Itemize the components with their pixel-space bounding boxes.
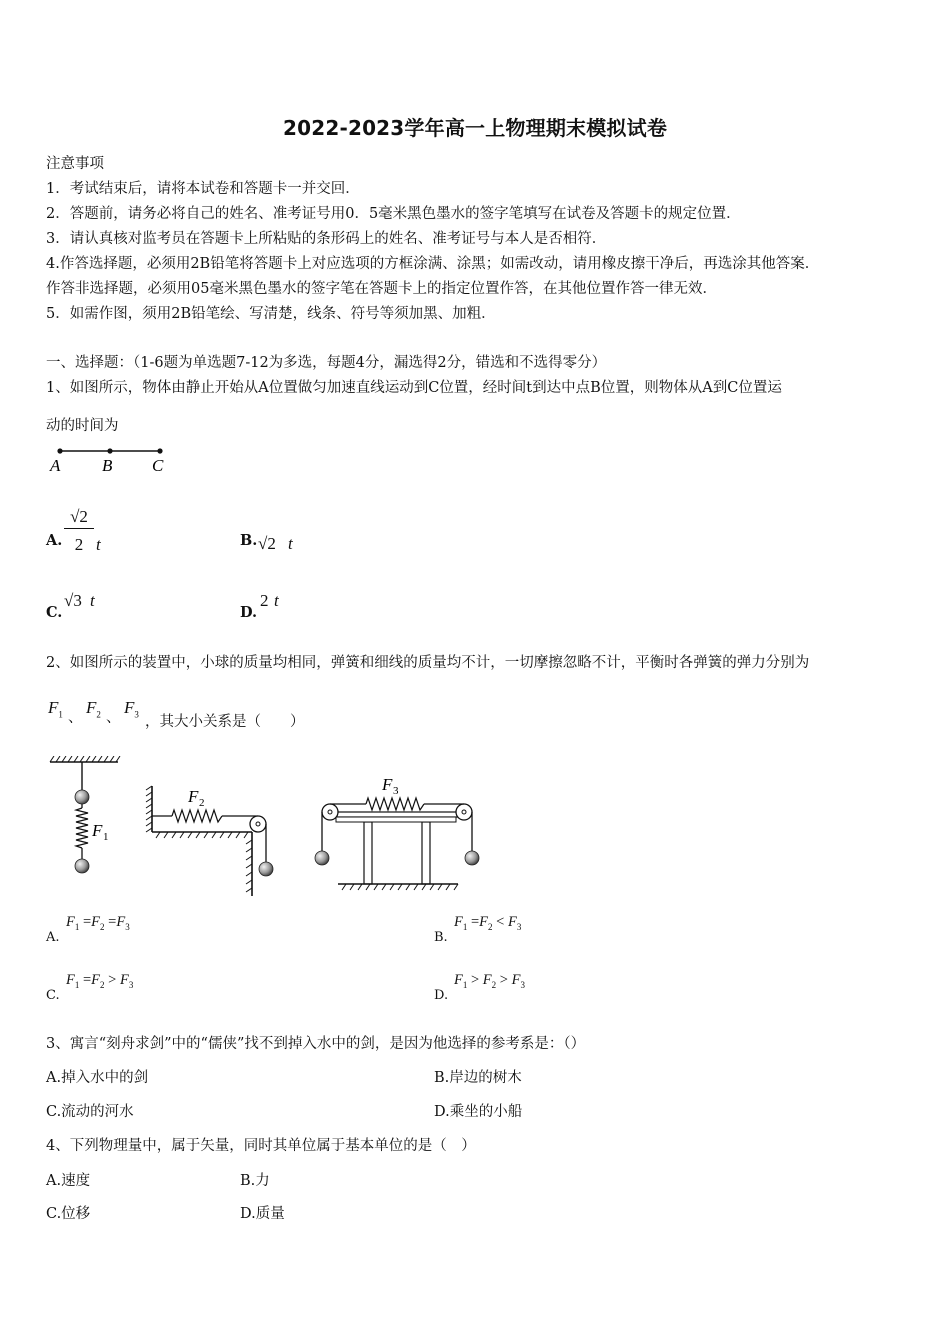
q1-option-d-value: 2 bbox=[260, 591, 269, 610]
notice-item-5: 5．如需作图，须用2B铅笔绘、写清楚，线条、符号等须加黑、加粗． bbox=[46, 306, 496, 322]
q4-option-c[interactable]: C.位移 bbox=[46, 1206, 91, 1222]
notice-item-4: 4.作答选择题，必须用2B铅笔将答题卡上对应选项的方框涂满、涂黑；如需改动，请用橡皮擦干净后，再选涂其他答案． bbox=[46, 256, 820, 272]
q2-option-d-expr: $F_1 > F_2 > F_3$ bbox=[454, 972, 525, 990]
notice-heading: 注意事项 bbox=[46, 156, 104, 172]
q1-option-a-numerator: √2 bbox=[64, 506, 94, 529]
q1-abc-diagram bbox=[46, 442, 176, 476]
q1-option-c-label[interactable]: C. bbox=[46, 604, 63, 621]
q4-option-d[interactable]: D.质量 bbox=[240, 1206, 285, 1222]
q1-stem-line2: 动的时间为 bbox=[46, 418, 119, 434]
q4-stem: 4、下列物理量中，属于矢量，同时其单位属于基本单位的是（ ） bbox=[46, 1138, 476, 1154]
q3-option-a[interactable]: A.掉入水中的剑 bbox=[46, 1070, 149, 1086]
q1-option-a-denominator: 2 bbox=[74, 535, 84, 554]
figure-2-horizontal-spring bbox=[146, 786, 273, 896]
point-b-label: B bbox=[102, 456, 113, 475]
q1-option-a-var: t bbox=[96, 535, 101, 554]
page-title: 2022-2023学年高一上物理期末模拟试卷 bbox=[282, 116, 668, 140]
q2-stem-line1: 2、如图所示的装置中，小球的质量均相同，弹簧和细线的质量均不计，一切摩擦忽略不计，平衡时各弹簧的弹力分别为 bbox=[46, 655, 810, 671]
q4-option-b[interactable]: B.力 bbox=[240, 1173, 270, 1189]
notice-item-3: 3．请认真核对监考员在答题卡上所粘贴的条形码上的姓名、准考证号与本人是否相符． bbox=[46, 231, 607, 247]
q2-option-b-label[interactable]: B. bbox=[434, 930, 448, 945]
section-heading: 一、选择题：（1-6题为单选题7-12为多选，每题4分，漏选得2分，错选和不选得零分） bbox=[46, 355, 607, 371]
q1-option-b-var: t bbox=[288, 534, 293, 553]
q1-option-c-var: t bbox=[90, 591, 95, 610]
q3-option-d[interactable]: D.乘坐的小船 bbox=[434, 1104, 523, 1120]
point-c-label: C bbox=[152, 456, 164, 475]
q1-option-a-label[interactable]: A. bbox=[46, 532, 63, 549]
svg-text:1: 1 bbox=[103, 831, 109, 843]
svg-text:F: F bbox=[188, 787, 199, 806]
q2-option-a-expr: $F_1 =F_2 =F_3$ bbox=[66, 914, 130, 932]
q2-option-c-expr: $F_1 =F_2 > F_3$ bbox=[66, 972, 134, 990]
svg-text:2: 2 bbox=[199, 797, 205, 809]
q1-stem-line1: 1、如图所示，物体由静止开始从A位置做匀加速直线运动到C位置，经时间t到达中点B位置，则物体从A到C位置运 bbox=[46, 380, 782, 396]
q2-stem-line2: $F_1$ 、 $F_2$ 、 $F_3$ ，其大小关系是（ ） bbox=[48, 698, 305, 730]
notice-item-4-cont: 作答非选择题，必须用05毫米黑色墨水的签字笔在答题卡上的指定位置作答，在其他位置作答一律无效． bbox=[46, 281, 717, 297]
q2-force-f2: $F_2$ bbox=[86, 698, 101, 720]
notice-item-2: 2．答题前，请务必将自己的姓名、准考证号用0．5毫米黑色墨水的签字笔填写在试卷及答题卡的规定位置． bbox=[46, 206, 741, 222]
q3-option-b[interactable]: B.岸边的树木 bbox=[434, 1070, 522, 1086]
q2-option-c-label[interactable]: C. bbox=[46, 988, 60, 1003]
q2-apparatus-diagram bbox=[46, 756, 486, 901]
q4-option-a[interactable]: A.速度 bbox=[46, 1173, 91, 1189]
q1-option-c-value: √3 bbox=[64, 591, 82, 610]
q2-stem-tail: ，其大小关系是（ ） bbox=[145, 714, 305, 730]
svg-text:3: 3 bbox=[393, 785, 399, 797]
q2-force-f3: $F_3$ bbox=[124, 698, 139, 720]
figure-3-table-spring bbox=[315, 775, 479, 890]
point-a-label: A bbox=[50, 456, 61, 475]
svg-text:F: F bbox=[382, 775, 393, 794]
svg-text:F: F bbox=[92, 821, 103, 840]
q1-option-b-label[interactable]: B. bbox=[240, 532, 258, 549]
q2-force-f1: $F_1$ bbox=[48, 698, 63, 720]
q3-option-c[interactable]: C.流动的河水 bbox=[46, 1104, 134, 1120]
notice-item-1: 1．考试结束后，请将本试卷和答题卡一并交回． bbox=[46, 181, 360, 197]
q2-option-d-label[interactable]: D. bbox=[434, 988, 449, 1003]
q3-stem: 3、寓言“刻舟求剑”中的“儒侠”找不到掉入水中的剑，是因为他选择的参考系是：（） bbox=[46, 1036, 586, 1052]
q2-option-b-expr: $F_1 =F_2 < F_3$ bbox=[454, 914, 522, 932]
figure-1-vertical-spring bbox=[50, 756, 120, 873]
q2-option-a-label[interactable]: A. bbox=[46, 930, 60, 945]
q1-option-d-label[interactable]: D. bbox=[240, 604, 258, 621]
q1-option-d-var: t bbox=[274, 591, 279, 610]
q1-option-b-value: √2 bbox=[258, 534, 276, 553]
